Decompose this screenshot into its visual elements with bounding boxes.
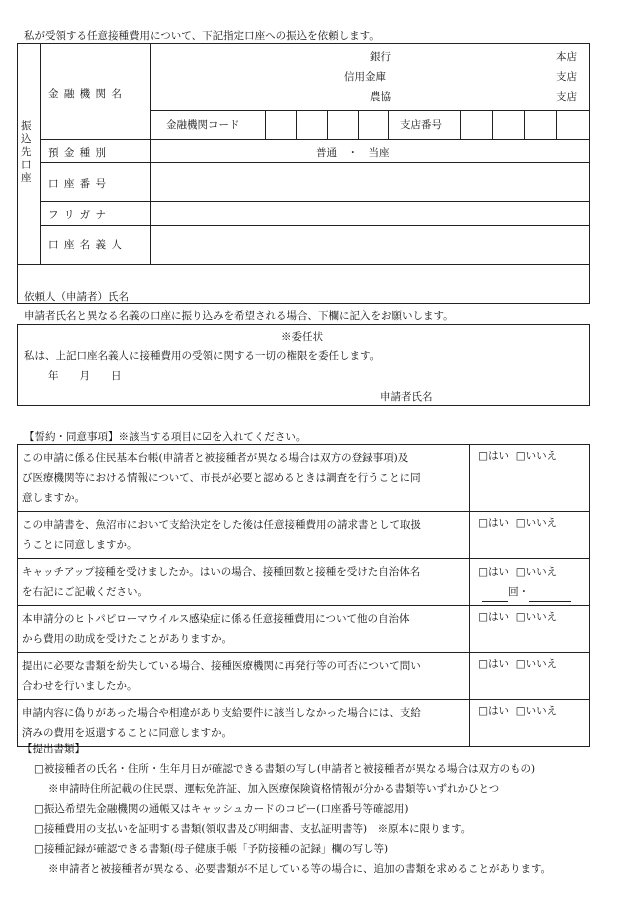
consent-3-no-checkbox[interactable]: □いいえ [515, 566, 558, 578]
consent-item-3-line2: を右記にご記載ください。 [22, 586, 148, 598]
delegation-date: 年 月 日 [48, 370, 122, 382]
document-note-2: ※申請者と被接種者が異なる、必要書類が不足している等の場合に、追加の書類を求めることがあります。 [48, 863, 552, 875]
requester-name-label: 依頼人（申請者）氏名 [24, 291, 129, 303]
consent-1-no-checkbox[interactable]: □いいえ [515, 450, 558, 462]
consent-row [18, 445, 590, 512]
consent-4-no-checkbox[interactable]: □いいえ [515, 611, 558, 623]
consent-6-no-checkbox[interactable]: □いいえ [515, 705, 558, 717]
consent-item-5-line2: 合わせを行いましたか。 [22, 680, 138, 692]
furigana-label: フ リ ガ ナ [48, 209, 108, 221]
consent-row [18, 606, 590, 653]
branch-type-2: 支店 [556, 91, 577, 103]
bank-type-nokyo: 農協 [370, 91, 391, 103]
account-side-label: 振込先口座 [21, 120, 32, 184]
document-item-1: □被接種者の氏名・住所・生年月日が確認できる書類の写し(申請者と被接種者が異なる場合は双方のもの) [34, 763, 536, 775]
consent-row [18, 559, 590, 606]
bank-code-label: 金融機関コード [166, 119, 240, 131]
consent-item-2-line1: この申請書を、魚沼市において支給決定をした後は任意接種費用の請求書として取扱 [22, 519, 421, 531]
consent-row [18, 512, 590, 559]
consent-heading: 【誓約・同意事項】※該当する項目に☑を入れてください。 [24, 431, 307, 443]
consent-row [18, 700, 590, 747]
document-item-4: □接種記録が確認できる書類(母子健康手帳「予防接種の記録」欄の写し等) [34, 843, 389, 855]
consent-item-4-line2: から費用の助成を受けたことがありますか。 [22, 633, 232, 645]
delegation-note: 申請者氏名と異なる名義の口座に振り込みを希望される場合、下欄に記入をお願いします。 [24, 310, 454, 322]
consent-2-yes-checkbox[interactable]: □はい [478, 517, 510, 529]
consent-row [18, 653, 590, 700]
catchup-municipality-field[interactable] [529, 588, 571, 602]
delegation-title: ※委任状 [281, 331, 323, 343]
account-holder-label: 口 座 名 義 人 [48, 239, 123, 251]
consent-2-no-checkbox[interactable]: □いいえ [515, 517, 558, 529]
catchup-suffix: 回・ [508, 586, 530, 598]
document-item-2: □振込希望先金融機関の通帳又はキャッシュカードのコピー(口座番号等確認用) [34, 803, 409, 815]
account-no-label: 口 座 番 号 [48, 178, 108, 190]
consent-5-yes-checkbox[interactable]: □はい [478, 658, 510, 670]
consent-item-1-line2: び医療機関等における情報について、市長が必要と認めるときは調査を行うことに同 [22, 472, 421, 484]
bank-name-label: 金 融 機 関 名 [48, 88, 123, 100]
intro-text: 私が受領する任意接種費用について、下記指定口座への振込を依頼します。 [24, 30, 380, 42]
consent-item-1-line1: この申請に係る住民基本台帳(申請者と被接種者が異なる場合は双方の登録事項)及 [22, 452, 409, 464]
consent-1-yes-checkbox[interactable]: □はい [478, 450, 510, 462]
deposit-type-options: 普通 ・ 当座 [316, 147, 390, 159]
consent-4-yes-checkbox[interactable]: □はい [478, 611, 510, 623]
consent-item-5-line1: 提出に必要な書類を紛失している場合、接種医療機関に再発行等の可否について問い [22, 660, 421, 672]
consent-5-no-checkbox[interactable]: □いいえ [515, 658, 558, 670]
document-item-3: □接種費用の支払いを証明する書類(領収書及び明細書、支払証明書等) ※原本に限ります。 [34, 823, 472, 835]
consent-item-3-line1: キャッチアップ接種を受けましたか。はいの場合、接種回数と接種を受けた自治体名 [22, 566, 421, 578]
consent-item-6-line1: 申請内容に偽りがあった場合や相違があり支給要件に該当しなかった場合には、支給 [22, 707, 421, 719]
consent-6-yes-checkbox[interactable]: □はい [478, 705, 510, 717]
document-note-1: ※申請時住所記載の住民票、運転免許証、加入医療保険資格情報が分かる書類等いずれかひとつ [48, 783, 500, 795]
delegation-body: 私は、上記口座名義人に接種費用の受領に関する一切の権限を委任します。 [24, 350, 381, 362]
documents-heading: 【提出書類】 [22, 743, 85, 755]
deposit-type-label: 預 金 種 別 [48, 147, 108, 159]
branch-no-label: 支店番号 [400, 119, 442, 131]
consent-item-6-line2: 済みの費用を返還することに同意しますか。 [22, 727, 232, 739]
consent-table [17, 444, 590, 747]
consent-item-2-line2: うことに同意しますか。 [22, 539, 138, 551]
branch-type-1: 支店 [556, 71, 577, 83]
consent-item-4-line1: 本申請分のヒトパピローマウイルス感染症に係る任意接種費用について他の自治体 [22, 613, 410, 625]
consent-3-yes-checkbox[interactable]: □はい [478, 566, 510, 578]
bank-type-shinkin: 信用金庫 [344, 71, 386, 83]
catchup-count-field[interactable] [482, 588, 508, 602]
delegation-signer: 申請者氏名 [380, 391, 433, 403]
branch-type-main: 本店 [556, 51, 577, 63]
bank-type-bank: 銀行 [370, 51, 391, 63]
consent-item-1-line3: 意しますか。 [22, 492, 85, 504]
